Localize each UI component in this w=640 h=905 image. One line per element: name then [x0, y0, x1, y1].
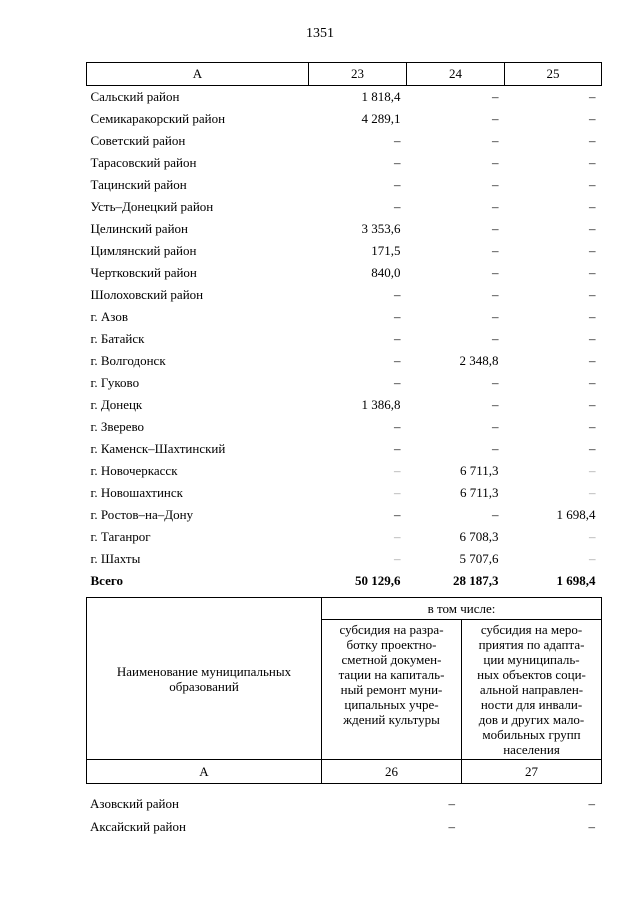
table-row: [87, 504, 602, 526]
table-row: [87, 196, 602, 218]
value-23: –: [394, 177, 401, 192]
value-26: –: [448, 819, 455, 834]
row-name: Целинский район: [90, 221, 188, 236]
row-name: Азовский район: [90, 796, 179, 811]
description-line: населения: [503, 742, 560, 757]
row-name: Тарасовский район: [90, 155, 197, 170]
table-row: [87, 218, 602, 240]
value-23: –: [394, 463, 401, 478]
including-header: в том числе:: [322, 598, 602, 620]
value-23: 3 353,6: [361, 221, 401, 236]
description-line: ный ремонт муни-: [340, 682, 443, 697]
index-col-26: 26: [322, 760, 462, 784]
row-name: г. Шахты: [90, 551, 141, 566]
total-24: 28 187,3: [453, 573, 499, 588]
table-row: [87, 284, 602, 306]
description-line: тации на капиталь-: [338, 667, 445, 682]
value-24: –: [492, 199, 499, 214]
description-line: мобильных групп: [482, 727, 581, 742]
value-25: –: [589, 353, 596, 368]
row-name: г. Батайск: [90, 331, 145, 346]
value-23: –: [394, 309, 401, 324]
value-25: –: [589, 441, 596, 456]
total-23: 50 129,6: [355, 573, 401, 588]
value-25: –: [589, 155, 596, 170]
row-name: г. Новочеркасск: [90, 463, 178, 478]
value-23: 1 386,8: [361, 397, 401, 412]
table-row: [87, 108, 602, 130]
table-row: [87, 306, 602, 328]
row-name: г. Новошахтинск: [90, 485, 183, 500]
funding-table-part2: [86, 792, 601, 838]
value-24: –: [492, 309, 499, 324]
table-row: [87, 438, 602, 460]
description-line: приятия по адапта-: [478, 637, 585, 652]
value-24: –: [492, 441, 499, 456]
index-col-a: А: [87, 760, 322, 784]
row-name: Семикаракорский район: [90, 111, 226, 126]
description-line: субсидия на разра-: [339, 622, 444, 637]
municipality-name-header: Наименование муниципальных образований: [87, 598, 322, 760]
table-row: [87, 328, 602, 350]
value-23: –: [394, 331, 401, 346]
table-row: [87, 460, 602, 482]
value-23: –: [394, 419, 401, 434]
table-row: [87, 548, 602, 570]
value-24: 5 707,6: [459, 551, 499, 566]
value-23: –: [394, 199, 401, 214]
table-row: [86, 815, 601, 838]
funding-table-header2: [86, 597, 602, 784]
value-24: –: [492, 221, 499, 236]
header-col-23: 23: [309, 63, 407, 86]
col27-description: [462, 620, 602, 760]
description-line: ждений культуры: [343, 712, 440, 727]
total-row: [87, 570, 602, 592]
value-25: –: [589, 551, 596, 566]
value-25: –: [589, 287, 596, 302]
row-name: г. Таганрог: [90, 529, 151, 544]
row-name: г. Азов: [90, 309, 128, 324]
header-col-25: 25: [505, 63, 602, 86]
value-23: –: [394, 155, 401, 170]
total-label: Всего: [90, 573, 123, 588]
value-24: –: [492, 375, 499, 390]
description-line: субсидия на меро-: [480, 622, 583, 637]
value-23: –: [394, 485, 401, 500]
row-name: г. Ростов–на–Дону: [90, 507, 194, 522]
row-name: Цимлянский район: [90, 243, 197, 258]
value-24: 2 348,8: [459, 353, 499, 368]
value-25: –: [589, 177, 596, 192]
value-25: –: [589, 485, 596, 500]
row-name: г. Гуково: [90, 375, 140, 390]
value-25: –: [589, 419, 596, 434]
value-25: –: [589, 375, 596, 390]
table-row: [87, 174, 602, 196]
value-25: –: [589, 243, 596, 258]
value-24: 6 711,3: [459, 485, 499, 500]
value-23: –: [394, 529, 401, 544]
value-24: –: [492, 133, 499, 148]
table-row: [86, 792, 601, 815]
header-col-24: 24: [407, 63, 505, 86]
funding-table-part1: [86, 62, 602, 592]
value-25: –: [589, 221, 596, 236]
table-row: [87, 240, 602, 262]
value-23: 171,5: [371, 243, 401, 258]
description-line: дов и других мало-: [478, 712, 585, 727]
value-24: –: [492, 265, 499, 280]
table-row: [87, 394, 602, 416]
description-line: ботку проектно-: [346, 637, 437, 652]
value-24: –: [492, 89, 499, 104]
value-27: –: [588, 819, 595, 834]
row-name: Усть–Донецкий район: [90, 199, 214, 214]
value-23: –: [394, 507, 401, 522]
value-25: –: [589, 463, 596, 478]
table-row: [87, 350, 602, 372]
row-name: г. Волгодонск: [90, 353, 166, 368]
value-23: –: [394, 375, 401, 390]
description-line: сметной докумен-: [341, 652, 442, 667]
value-24: –: [492, 331, 499, 346]
value-24: 6 711,3: [459, 463, 499, 478]
value-23: –: [394, 551, 401, 566]
description-line: ции муниципаль-: [483, 652, 580, 667]
table-row: [87, 262, 602, 284]
header-row: [87, 63, 602, 86]
value-27: –: [588, 796, 595, 811]
row-name: г. Каменск–Шахтинский: [90, 441, 226, 456]
value-24: 6 708,3: [459, 529, 499, 544]
value-25: –: [589, 265, 596, 280]
row-name: Аксайский район: [90, 819, 186, 834]
description-line: альной направлен-: [479, 682, 584, 697]
value-25: –: [589, 89, 596, 104]
value-25: –: [589, 529, 596, 544]
description-line: ципальных учре-: [344, 697, 439, 712]
value-25: –: [589, 111, 596, 126]
value-25: –: [589, 133, 596, 148]
table-row: [87, 86, 602, 109]
page-number: 1351: [306, 26, 334, 41]
value-26: –: [448, 796, 455, 811]
table-row: [87, 130, 602, 152]
value-25: –: [589, 331, 596, 346]
total-25: 1 698,4: [556, 573, 596, 588]
row-name: Шолоховский район: [90, 287, 204, 302]
table-row: [87, 372, 602, 394]
value-24: –: [492, 243, 499, 258]
table-row: [87, 416, 602, 438]
value-24: –: [492, 177, 499, 192]
value-23: 840,0: [371, 265, 401, 280]
table-row: [87, 152, 602, 174]
table-row: [87, 526, 602, 548]
index-col-27: 27: [462, 760, 602, 784]
row-name: Чертковский район: [90, 265, 197, 280]
value-25: –: [589, 309, 596, 324]
row-name: Сальский район: [90, 89, 180, 104]
value-23: 4 289,1: [361, 111, 401, 126]
value-24: –: [492, 287, 499, 302]
value-24: –: [492, 111, 499, 126]
row-name: Тацинский район: [90, 177, 187, 192]
table-row: [87, 482, 602, 504]
value-24: –: [492, 419, 499, 434]
value-23: –: [394, 353, 401, 368]
value-23: 1 818,4: [361, 89, 401, 104]
value-23: –: [394, 287, 401, 302]
row-name: г. Донецк: [90, 397, 143, 412]
value-25: 1 698,4: [556, 507, 596, 522]
value-23: –: [394, 441, 401, 456]
description-line: ности для инвали-: [480, 697, 583, 712]
value-24: –: [492, 155, 499, 170]
value-25: –: [589, 397, 596, 412]
col26-description: [322, 620, 462, 760]
row-name: г. Зверево: [90, 419, 145, 434]
row-name: Советский район: [90, 133, 186, 148]
value-24: –: [492, 507, 499, 522]
description-line: ных объектов соци-: [477, 667, 586, 682]
header-col-a: А: [87, 63, 309, 86]
value-25: –: [589, 199, 596, 214]
value-23: –: [394, 133, 401, 148]
value-24: –: [492, 397, 499, 412]
